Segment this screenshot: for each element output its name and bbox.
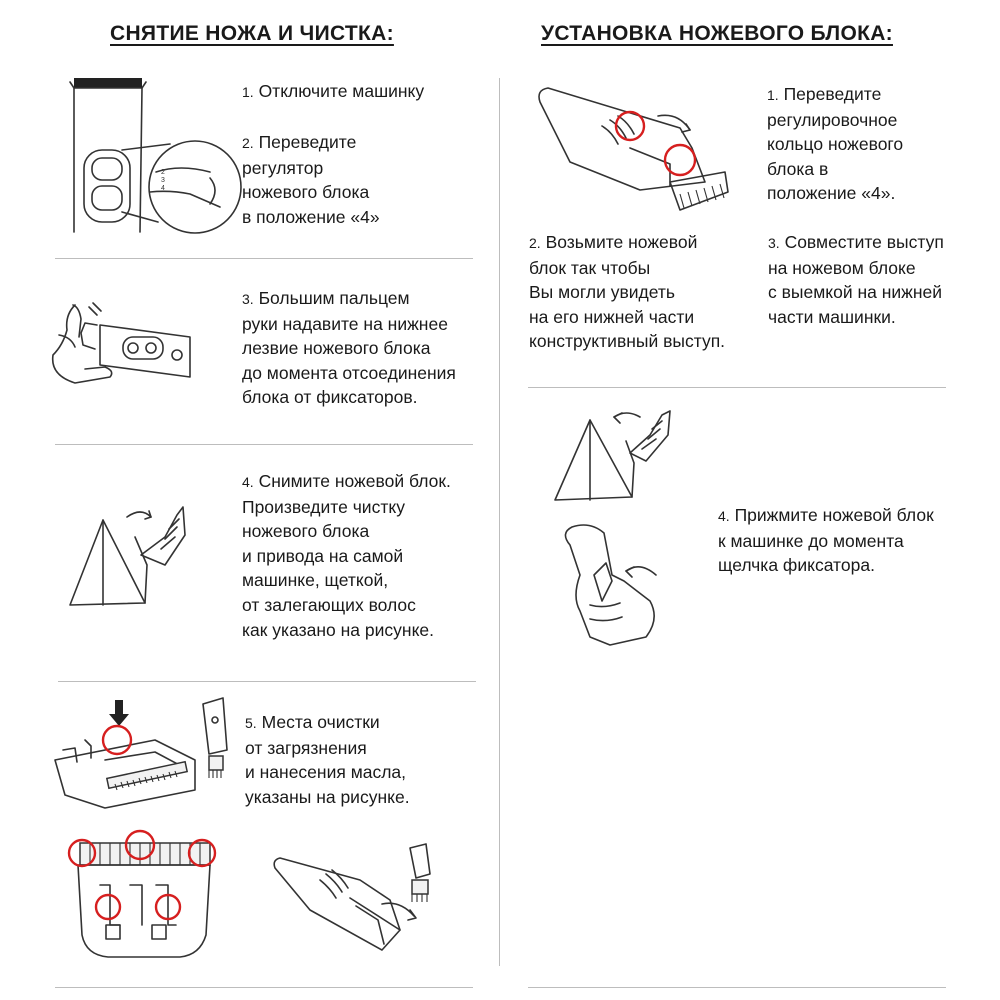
- blade-cleaning-illustration: [45, 690, 240, 815]
- clipper-dial-illustration: [60, 72, 235, 240]
- dial-mark-3: 3: [161, 177, 165, 184]
- right-step-4: 4. Прижмите ножевой блок к машинке до момента щелчка фиксатора.: [718, 505, 934, 576]
- left-divider-4: [55, 987, 473, 988]
- install-ring-illustration: [530, 82, 745, 217]
- right-step-2: 2. Возьмите ножевой блок так чтобы Вы могли увидеть на его нижней части конструктивный выступ.: [529, 232, 726, 352]
- blade-removal-illustration: [65, 495, 195, 610]
- right-step-3: 3. Совместите выступ на ножевом блоке с выемкой на нижней части машинки.: [768, 232, 944, 327]
- column-divider: [499, 78, 500, 966]
- clipper-brush-illustration: [270, 840, 450, 960]
- left-step-1: 1. Отключите машинку: [242, 81, 425, 101]
- right-divider-2: [528, 987, 946, 988]
- left-step-5: 5. Места очистки от загрязнения и нанесения масла, указаны на рисунке.: [245, 712, 410, 807]
- left-divider-1: [55, 258, 473, 259]
- down-arrow-icon: [109, 700, 129, 726]
- press-blade-illustration: [550, 405, 700, 665]
- left-step-2: 2. Переведите регулятор ножевого блока в положение «4»: [242, 132, 380, 227]
- left-step-4: 4. Снимите ножевой блок. Произведите чистку ножевого блока и привода на самой машинке, щеткой, от залегающих волос как указано на рисунке.: [242, 471, 451, 640]
- blade-front-illustration: [60, 825, 225, 965]
- left-heading: СНЯТИЕ НОЖА И ЧИСТКА:: [110, 22, 394, 45]
- dial-mark-4: 4: [161, 185, 165, 192]
- right-step-1: 1. Переведите регулировочное кольцо ножевого блока в положение «4».: [767, 84, 904, 204]
- right-divider-1: [528, 387, 946, 388]
- left-divider-3: [58, 681, 476, 682]
- left-step-3: 3. Большим пальцем руки надавите на нижнее лезвие ножевого блока до момента отсоединения блока от фиксаторов.: [242, 288, 456, 408]
- thumb-press-illustration: [45, 285, 195, 395]
- right-heading: УСТАНОВКА НОЖЕВОГО БЛОКА:: [541, 22, 893, 45]
- left-divider-2: [55, 444, 473, 445]
- dial-mark-2: 2: [161, 169, 165, 176]
